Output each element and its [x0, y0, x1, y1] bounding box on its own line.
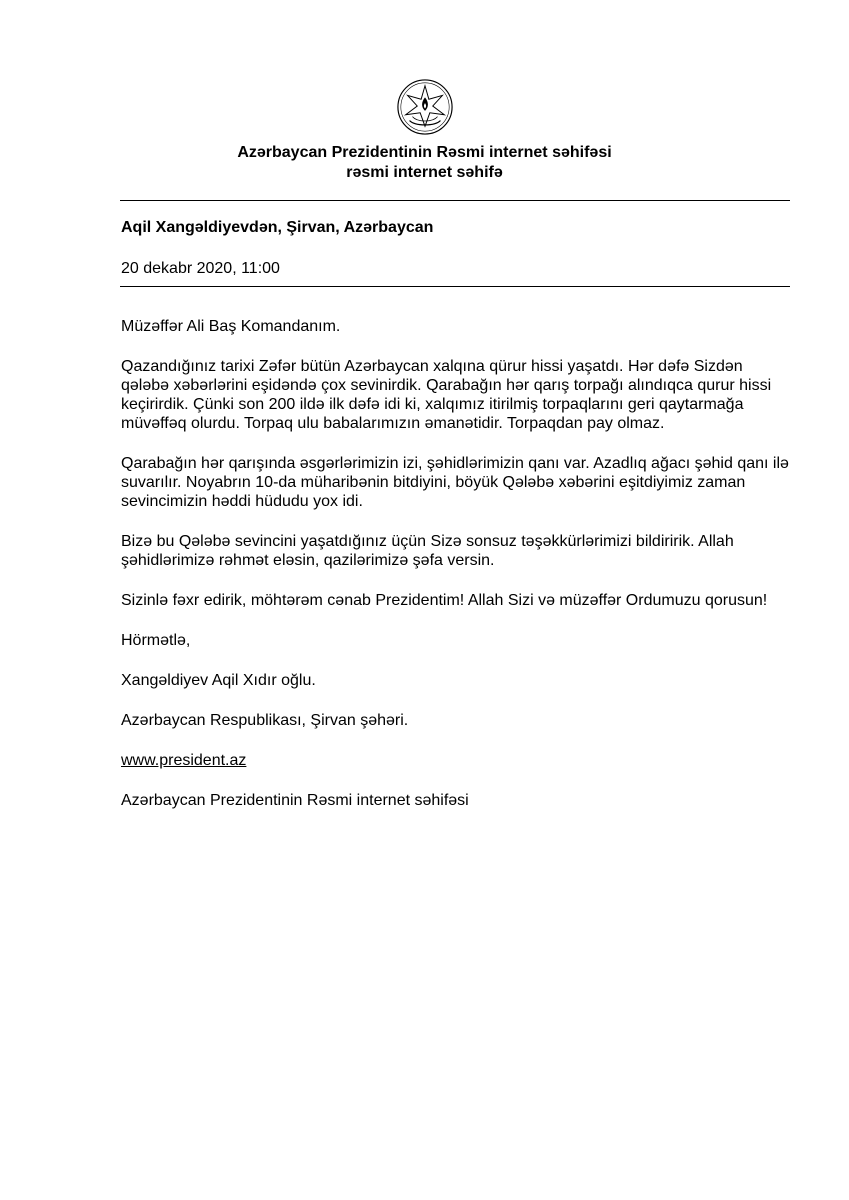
letter-sender: Aqil Xangəldiyevdən, Şirvan, Azərbaycan [121, 219, 434, 236]
body-paragraph: Sizinlə fəxr edirik, möhtərəm cənab Prezidentim! Allah Sizi və müzəffər Ordumuzu qorusun! [121, 592, 768, 609]
body-paragraph: Bizə bu Qələbə sevincini yaşatdığınız üçün Sizə sonsuz təşəkkürlərimizi bildiririk. Allah şəhidlərimizə rəhmət eləsin, qazilərimizə şəfa versin. [121, 533, 734, 569]
signature-location: Azərbaycan Respublikası, Şirvan şəhəri. [121, 712, 409, 729]
body-paragraph: Qarabağın hər qarışında əsgərlərimizin izi, şəhidlərimizin qanı var. Azadlıq ağacı şəhid qanı ilə suvarılır. Noyabrın 10-da müharibənin bitdiyini, böyük Qələbə xəbərini eşitdiyimiz zaman sevincimizin həddi hüdudu yox idi. [121, 455, 789, 510]
site-link[interactable]: www.president.az [121, 752, 247, 769]
greeting-paragraph: Müzəffər Ali Baş Komandanım. [121, 318, 341, 335]
closing-paragraph: Hörmətlə, [121, 632, 191, 649]
site-title: Azərbaycan Prezidentinin Rəsmi internet səhifəsi [237, 144, 612, 161]
state-emblem-icon [396, 78, 454, 136]
site-subtitle: rəsmi internet səhifə [346, 164, 503, 181]
letter-body [121, 317, 791, 831]
divider-top [120, 200, 790, 201]
letter-date: 20 dekabr 2020, 11:00 [121, 260, 280, 277]
body-paragraph: Qazandığınız tarixi Zəfər bütün Azərbaycan xalqına qürur hissi yaşatdı. Hər dəfə Sizdən qələbə xəbərlərini eşidəndə çox sevinirdik. Qarabağın hər qarış torpağı alındıqca qurur hissi keçirirdik. Çünki son 200 ildə ilk dəfə idi ki, xalqımız itirilmiş torpaqlarını geri qaytarmağa müvəffəq olurdu. Torpaq ulu babalarımızın əmanətidir. Torpaqdan pay olmaz. [121, 358, 772, 432]
signature-name: Xangəldiyev Aqil Xıdır oğlu. [121, 672, 316, 689]
divider-bottom [120, 286, 790, 287]
footer-text: Azərbaycan Prezidentinin Rəsmi internet səhifəsi [121, 792, 469, 809]
link-paragraph [121, 751, 791, 770]
